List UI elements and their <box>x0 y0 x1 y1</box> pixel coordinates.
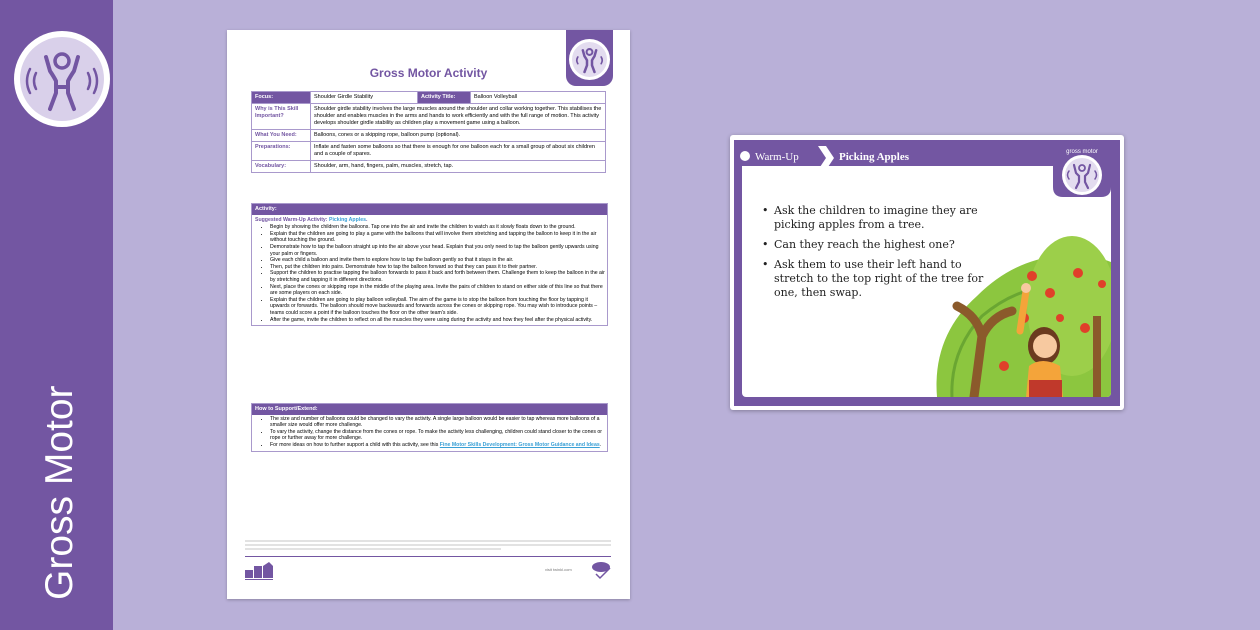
warmup-prefix: Suggested Warm-Up Activity: <box>255 216 329 223</box>
activity-steps <box>252 224 607 323</box>
list-item <box>270 442 607 449</box>
blocks-logo-icon <box>245 560 273 580</box>
list-item: • To vary the activity, change the distance from the cones or rope. To make the activity less challenging, children could stand closer to the cones or rope or further away for more challenge. <box>270 429 607 442</box>
list-item: • Explain that the children are going to play balloon volleyball. The aim of the game is to stop the balloon from touching the floor by tapping it upwards or forwards. The balloon should move backwards and forwards across the cones or skipping rope. You may wish to introduce points –teams could score a point if the balloon touches the floor on the other team's side. <box>270 297 607 317</box>
sidebar <box>0 0 113 630</box>
activity-title-value: Balloon Volleyball <box>471 92 606 104</box>
warmup-tab-label: Warm-Up <box>755 151 799 163</box>
twinkl-logo-icon <box>590 560 612 580</box>
activity-document <box>227 30 630 599</box>
preparations-value: Inflate and fasten some balloons so that there is enough for one balloon each for a small group of about six children and a couple of spares. <box>311 142 606 161</box>
why-value: Shoulder girdle stability involves the large muscles around the shoulder and collar working together. This stabilises the shoulder and enables muscles in the arms and hands to work efficiently and with the full range of motion. This activity develops shoulder girdle stability as children play a movement game using a balloon. <box>311 104 606 130</box>
list-item: • Support the children to practise tapping the balloon forwards to pass it back and forth between them. Challenge them to keep the balloon in the air by stretching and tapping it in different directions. <box>270 270 607 283</box>
disclaimer-placeholder <box>245 538 611 552</box>
warmup-tab <box>740 151 799 163</box>
warmup-card <box>730 135 1124 410</box>
list-item: • Explain that the children are going to play a game with the balloons that will involve them stretching and tapping the balloon to keep it in the air without touching the ground. <box>270 231 607 244</box>
activity-name-tab: Picking Apples <box>839 151 909 163</box>
guidance-link[interactable]: Fine Motor Skills Development: Gross Motor Guidance and Ideas <box>439 441 600 448</box>
vocabulary-value: Shoulder, arm, hand, fingers, palm, muscles, stretch, tap. <box>311 161 606 173</box>
table-row <box>252 130 606 142</box>
list-item: • The size and number of balloons could be changed to vary the activity. A single large balloon would be easier to tap whereas more balloons of a smaller size would offer more challenge. <box>270 416 607 429</box>
badge-label: gross motor <box>1066 149 1098 155</box>
support-heading: How to Support/Extend: <box>252 404 607 415</box>
table-row <box>252 161 606 173</box>
info-table <box>251 91 606 173</box>
list-item: • Can they reach the highest one? <box>762 238 1002 252</box>
activity-heading: Activity: <box>252 204 607 215</box>
support-item-prefix: For more ideas on how to further support a child with this activity, see this <box>270 441 440 448</box>
warmup-line <box>252 215 607 224</box>
list-item: • Next, place the cones or skipping rope in the middle of the playing area. Invite the pairs of children to stand on either side of this line so that there are some players on each side. <box>270 284 607 297</box>
footer-visit[interactable]: visit twinkl.com <box>545 567 572 572</box>
sidebar-title: Gross Motor <box>38 385 81 600</box>
list-item: • Demonstrate how to tap the balloon straight up into the air above your head. Explain that you only need to tap the balloon gently upwards using your palm or fingers. <box>270 244 607 257</box>
footer-divider <box>245 556 611 557</box>
list-item: • Begin by showing the children the balloons. Tap one into the air and invite the children to watch as it slowly floats down to the ground. <box>270 224 607 231</box>
circle-icon <box>740 151 750 161</box>
vocabulary-label: Vocabulary: <box>252 161 311 173</box>
warmup-suffix: . <box>365 216 368 223</box>
table-row <box>252 104 606 130</box>
gross-motor-badge <box>1053 143 1111 197</box>
preparations-label: Preparations: <box>252 142 311 161</box>
table-row <box>252 92 606 104</box>
support-item-suffix: . <box>599 441 602 448</box>
why-label: Why is This Skill Important? <box>252 104 311 130</box>
support-section <box>251 403 608 452</box>
focus-value: Shoulder Girdle Stability <box>311 92 418 104</box>
activity-title-label: Activity Title: <box>418 92 471 104</box>
person-arms-up-icon <box>20 37 104 121</box>
list-item: • After the game, invite the children to reflect on all the muscles they were using during the activity and how they feel after the physical activity. <box>270 317 607 324</box>
focus-label: Focus: <box>252 92 311 104</box>
need-label: What You Need: <box>252 130 311 142</box>
need-value: Balloons, cones or a skipping rope, balloon pump (optional). <box>311 130 606 142</box>
document-title: Gross Motor Activity <box>369 66 488 80</box>
list-item: • Give each child a balloon and invite them to explore how to tap the balloon gently so that it stays in the air. <box>270 257 607 264</box>
support-list <box>252 416 607 449</box>
card-instructions <box>762 204 1002 306</box>
table-row <box>252 142 606 161</box>
card-content <box>742 166 1111 397</box>
list-item: • Ask them to use their left hand to stretch to the top right of the tree for one, then swap. <box>762 258 1002 300</box>
list-item: • Ask the children to imagine they are picking apples from a tree. <box>762 204 1002 232</box>
sidebar-badge <box>14 31 110 127</box>
list-item: • Then, put the children into pairs. Demonstrate how to tap the balloon forward so that they can pass it to their partner. <box>270 264 607 271</box>
warmup-link[interactable]: Picking Apples <box>328 216 366 223</box>
activity-section <box>251 203 608 326</box>
